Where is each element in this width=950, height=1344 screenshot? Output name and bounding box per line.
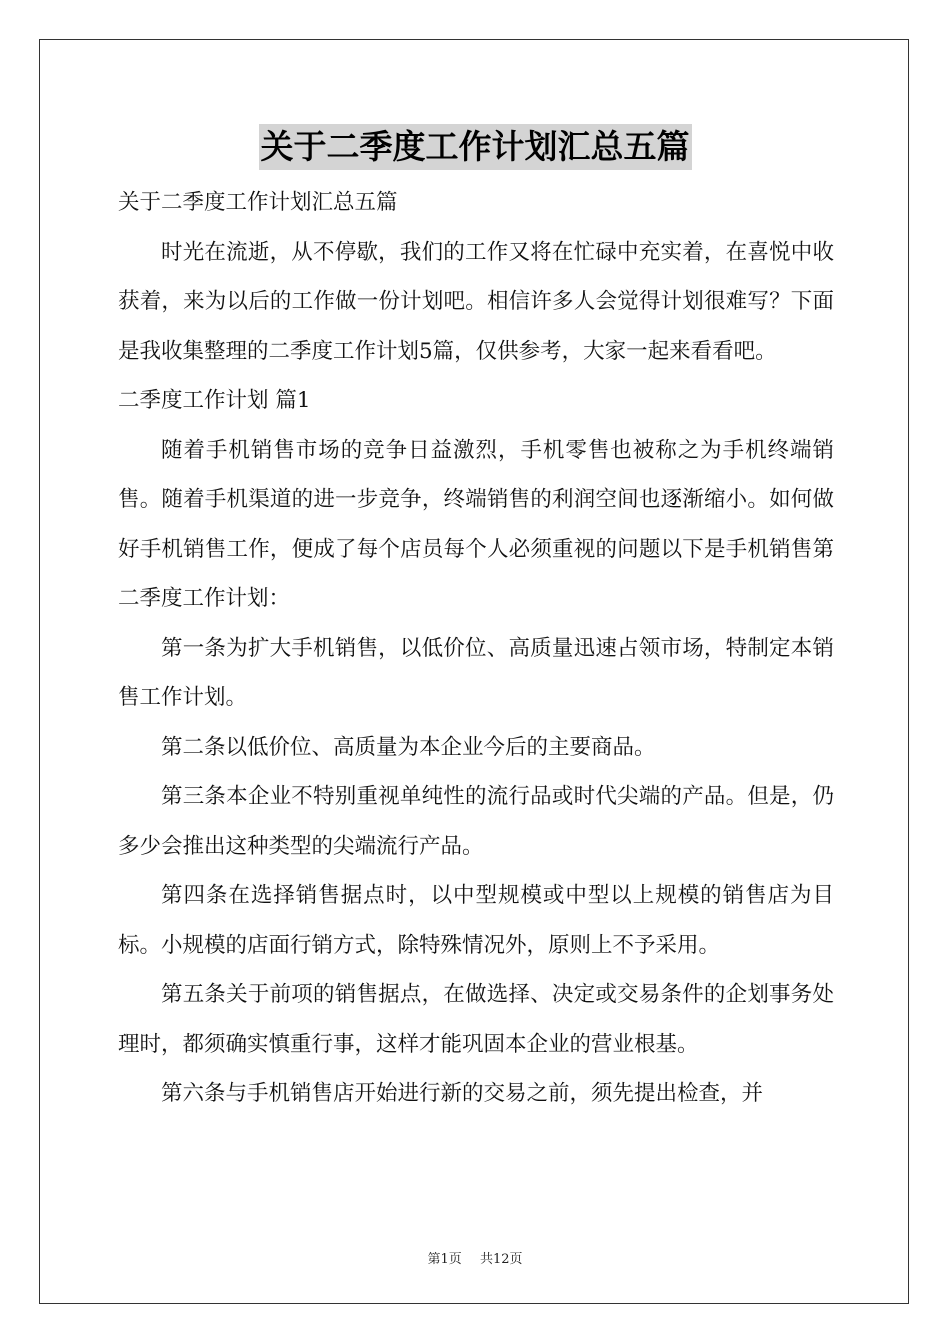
article-paragraph-6: 第六条与手机销售店开始进行新的交易之前，须先提出检查，并 — [161, 1081, 764, 1106]
document-title-text: 关于二季度工作计划汇总五篇 — [259, 124, 692, 170]
page-footer — [0, 1248, 950, 1267]
intro-paragraph: 时光在流逝，从不停歇，我们的工作又将在忙碌中充实着，在喜悦中收获着，来为以后的工作做一份计划吧。相信许多人会觉得计划很难写？下面是我收集整理的二季度工作计划5篇，仅供参考，大家一起来看看吧。 — [118, 239, 834, 364]
article-paragraph-2: 第二条以低价位、高质量为本企业今后的主要商品。 — [161, 734, 656, 760]
body-paragraph: 随着手机销售市场的竞争日益激烈，手机零售也被称之为手机终端销售。随着手机渠道的进一步竞争，终端销售的利润空间也逐渐缩小。如何做好手机销售工作，便成了每个店员每个人必须重视的问题以下是手机销售第二季度工作计划： — [118, 437, 834, 611]
article-paragraph-1: 第一条为扩大手机销售，以低价位、高质量迅速占领市场，特制定本销售工作计划。 — [118, 635, 834, 710]
subtitle-line: 关于二季度工作计划汇总五篇 — [118, 190, 398, 215]
article-paragraph-5: 第五条关于前项的销售据点，在做选择、决定或交易条件的企划事务处理时，都须确实慎重行事，这样才能巩固本企业的营业根基。 — [118, 982, 834, 1057]
article-paragraph-4: 第四条在选择销售据点时，以中型规模或中型以上规模的销售店为目标。小规模的店面行销方式，除特殊情况外，原则上不予采用。 — [118, 883, 834, 958]
document-title — [0, 124, 950, 170]
total-pages: 共12页 — [479, 1252, 523, 1267]
document-body — [118, 178, 834, 1119]
section-heading: 二季度工作计划 篇1 — [118, 388, 311, 413]
page-number: 第1页 — [427, 1252, 462, 1267]
article-paragraph-3: 第三条本企业不特别重视单纯性的流行品或时代尖端的产品。但是，仍多少会推出这种类型的尖端流行产品。 — [118, 784, 834, 859]
